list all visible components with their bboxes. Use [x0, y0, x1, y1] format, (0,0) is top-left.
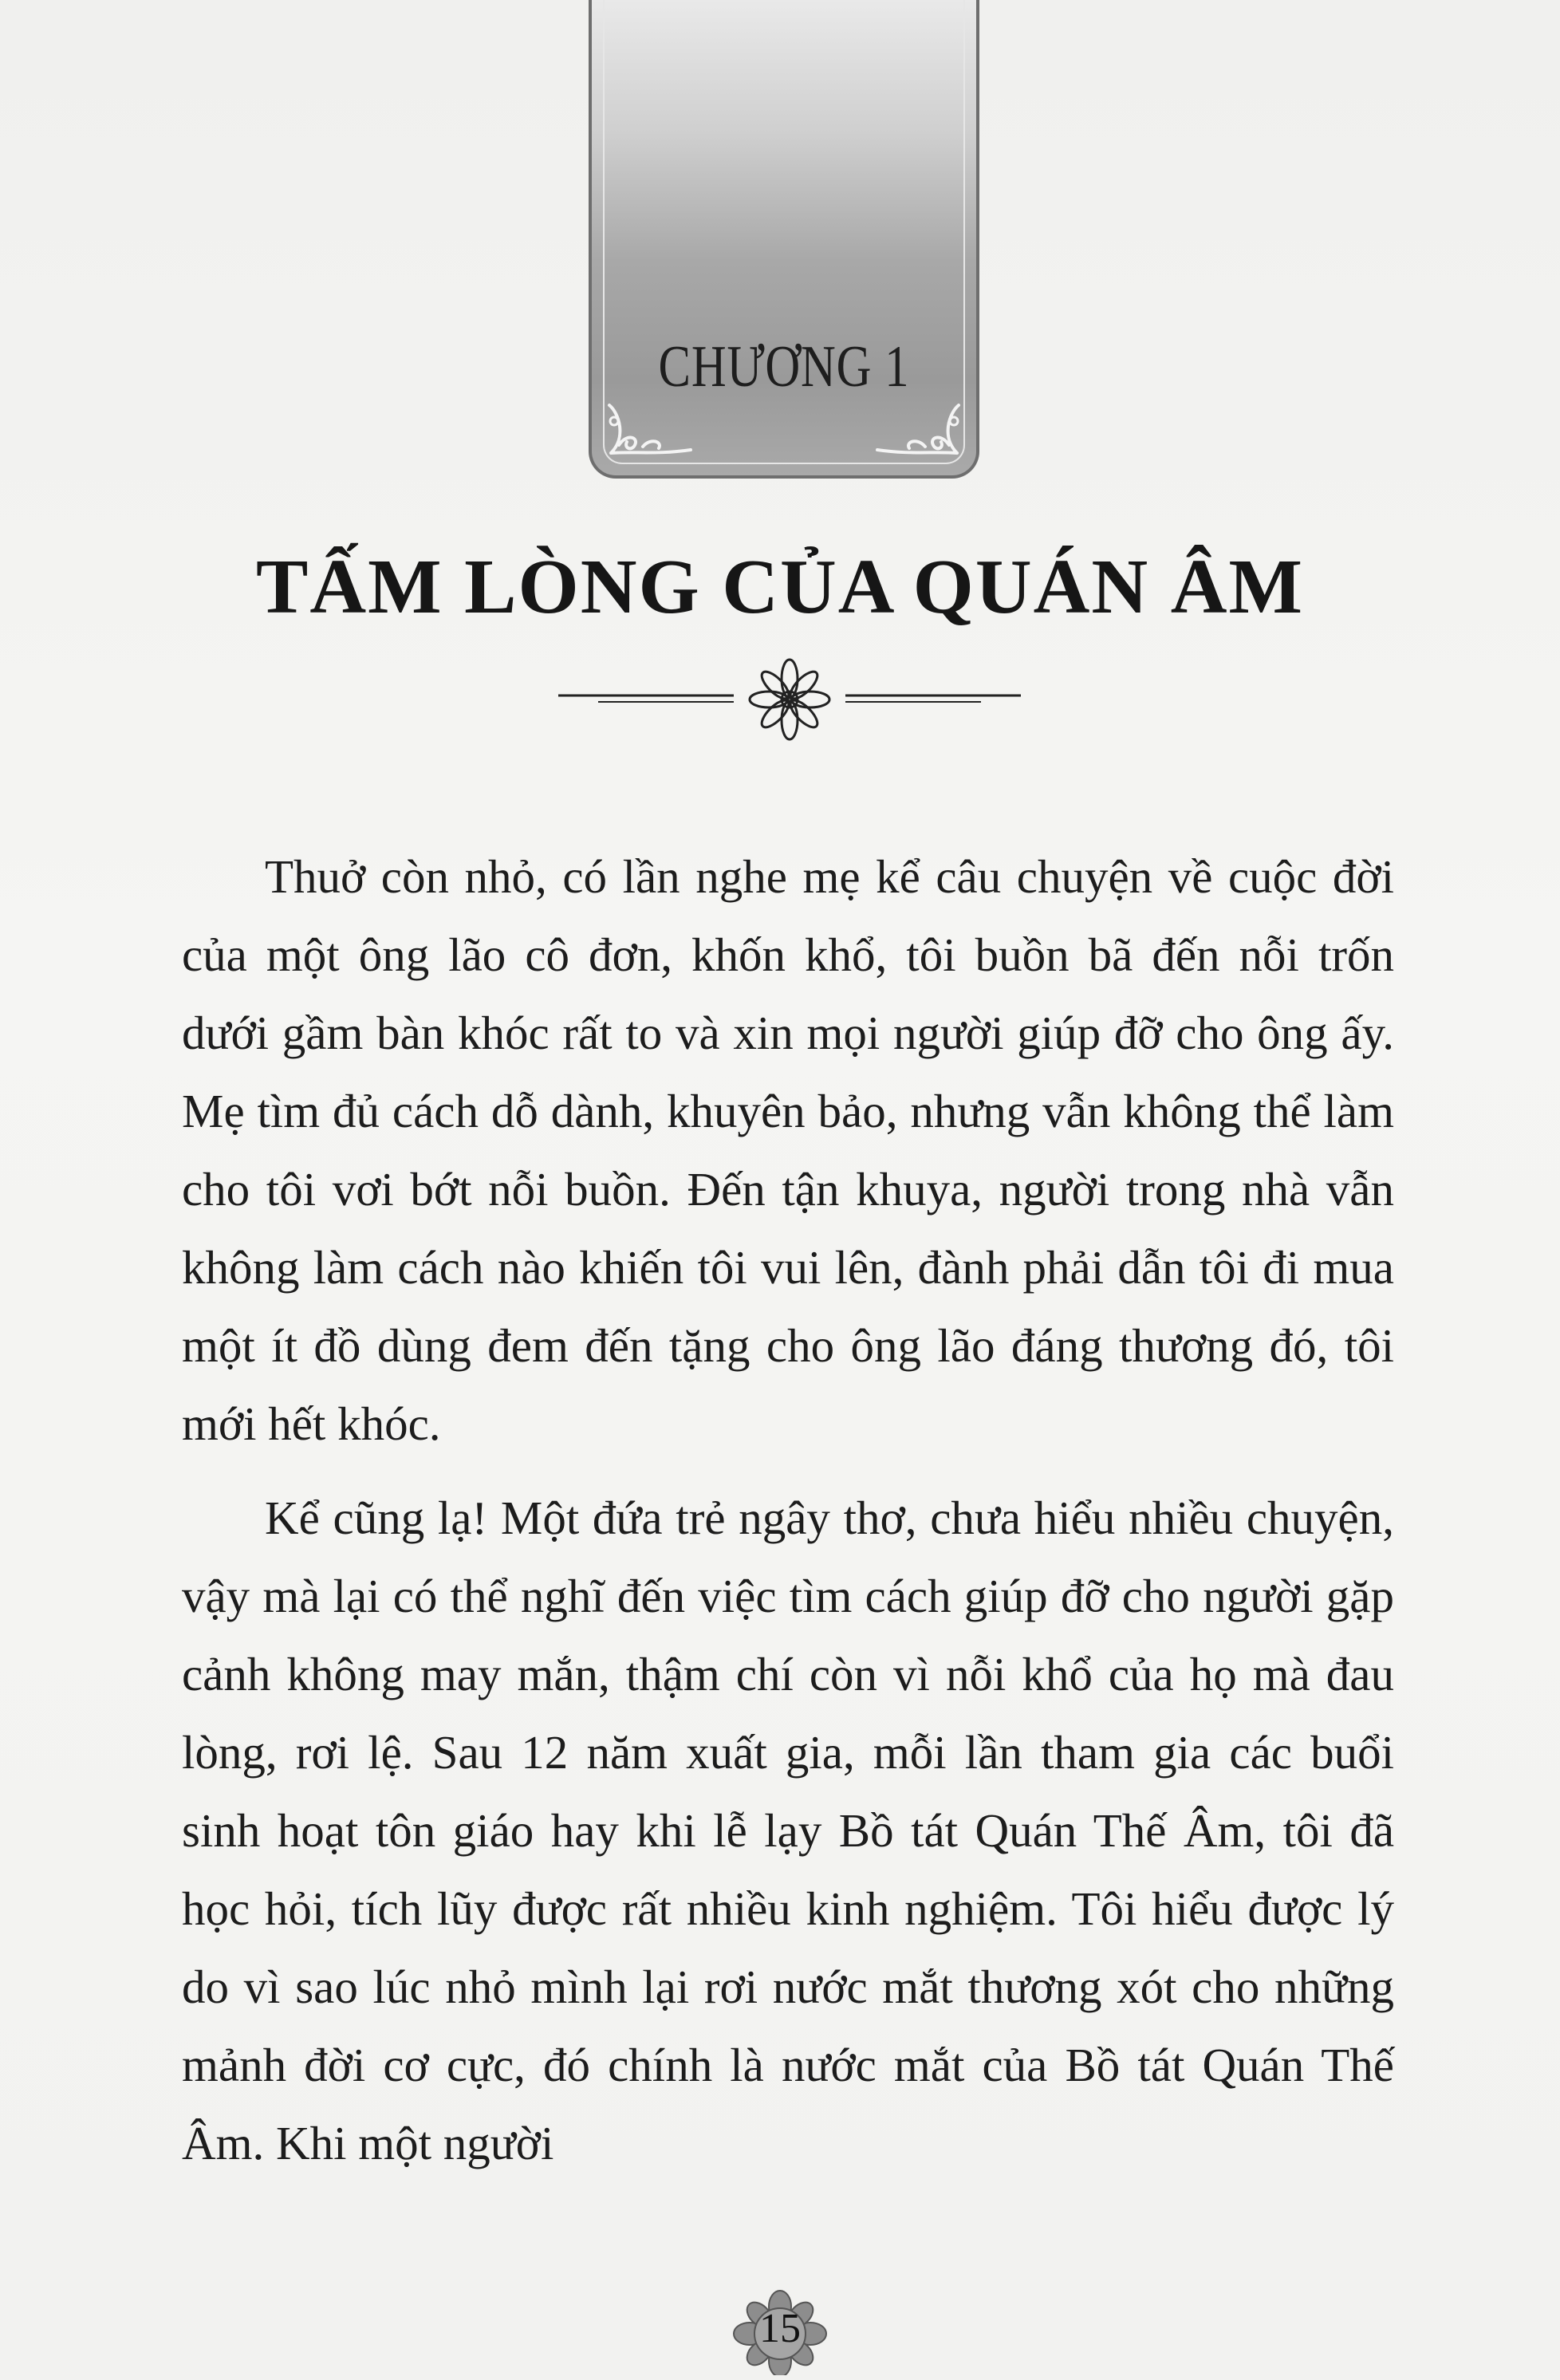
corner-ornament-icon: [603, 389, 699, 461]
chapter-body: [182, 837, 1394, 2198]
chapter-banner: [589, 0, 979, 479]
paragraph: Thuở còn nhỏ, có lần nghe mẹ kể câu chuyện về cuộc đời của một ông lão cô đơn, khốn khổ, tôi buồn bã đến nỗi trốn dưới gầm bàn khóc rất to và xin mọi người giúp đỡ cho ông ấy. Mẹ tìm đủ cách dỗ dành, khuyên bảo, nhưng vẫn không thể làm cho tôi vơi bớt nỗi buồn. Đến tận khuya, người trong nhà vẫn không làm cách nào khiến tôi vui lên, đành phải dẫn tôi đi mua một ít đồ dùng đem đến tặng cho ông lão đáng thương đó, tôi mới hết khóc.: [182, 850, 1394, 1450]
chapter-label: CHƯƠNG 1: [658, 334, 910, 400]
page-number: 15: [759, 2306, 801, 2351]
paragraph: Kể cũng lạ! Một đứa trẻ ngây thơ, chưa hiểu nhiều chuyện, vậy mà lại có thể nghĩ đến việc tìm cách giúp đỡ cho người gặp cảnh không may mắn, thậm chí còn vì nỗi khổ của họ mà đau lòng, rơi lệ. Sau 12 năm xuất gia, mỗi lần tham gia các buổi sinh hoạt tôn giáo hay khi lễ lạy Bồ tát Quán Thế Âm, tôi đã học hỏi, tích lũy được rất nhiều kinh nghiệm. Tôi hiểu được lý do vì sao lúc nhỏ mình lại rơi nước mắt thương xót cho những mảnh đời cơ cực, đó chính là nước mắt của Bồ tát Quán Thế Âm. Khi một người: [182, 1491, 1394, 2169]
chapter-title: TẤM LÒNG CỦA QUÁN ÂM: [256, 544, 1304, 630]
corner-ornament-icon: [869, 389, 965, 461]
page-number-badge: [732, 2287, 828, 2375]
lotus-divider-icon: [550, 656, 1029, 743]
